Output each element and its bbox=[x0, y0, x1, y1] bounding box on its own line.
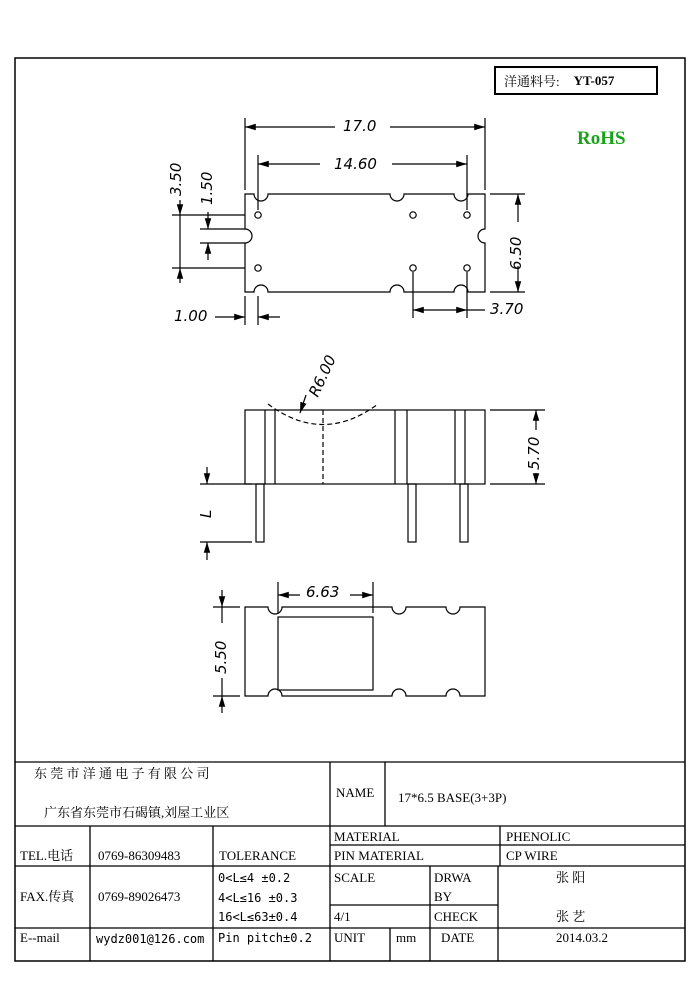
fax-label: FAX.传真 bbox=[20, 889, 75, 904]
fax-value: 0769-89026473 bbox=[98, 889, 181, 904]
drawn-by-label: DRWA bbox=[434, 870, 472, 885]
side-body bbox=[245, 410, 485, 484]
dim-height: 5.70 bbox=[525, 436, 543, 470]
pin-hole-icon bbox=[255, 212, 261, 218]
rohs-mark: RoHS bbox=[577, 128, 626, 149]
tolerance-row: 16<L≤63±0.4 bbox=[218, 910, 298, 924]
dim-overall-width: 6.50 bbox=[507, 236, 525, 270]
tolerance-label: TOLERANCE bbox=[219, 848, 297, 863]
pin-hole-icon bbox=[255, 265, 261, 271]
part-number-box bbox=[494, 66, 658, 95]
tel-label: TEL.电话 bbox=[20, 848, 74, 863]
material-value: PHENOLIC bbox=[506, 829, 571, 844]
pin bbox=[408, 484, 416, 542]
email-value: wydz001@126.com bbox=[96, 932, 205, 946]
winding-window bbox=[278, 617, 373, 690]
material-label: MATERIAL bbox=[334, 829, 400, 844]
side-view bbox=[200, 395, 545, 560]
check-value: 张 艺 bbox=[556, 909, 586, 924]
tolerance-row: 4<L≤16 ±0.3 bbox=[218, 891, 298, 905]
scale-value: 4/1 bbox=[334, 909, 351, 924]
pin bbox=[256, 484, 264, 542]
unit-value: mm bbox=[396, 930, 417, 945]
part-number-value: YT-057 bbox=[573, 72, 615, 88]
company-name: 东 莞 市 洋 通 电 子 有 限 公 司 bbox=[34, 766, 210, 781]
dim-bottom-width: 5.50 bbox=[212, 640, 230, 674]
pin-hole-icon bbox=[464, 265, 470, 271]
pin-hole-icon bbox=[410, 212, 416, 218]
pin-material-label: PIN MATERIAL bbox=[334, 848, 424, 863]
dim-window-length: 6.63 bbox=[306, 583, 340, 601]
pin-material-value: CP WIRE bbox=[506, 848, 558, 863]
name-label: NAME bbox=[336, 785, 375, 800]
top-view bbox=[172, 118, 525, 325]
dim-pin-length: L bbox=[197, 509, 215, 518]
tolerance-row: Pin pitch±0.2 bbox=[218, 931, 312, 945]
dim-radius: R6.00 bbox=[305, 352, 340, 400]
part-number-label: 洋通料号: bbox=[504, 74, 560, 89]
dim-edge-offset: 1.00 bbox=[174, 307, 208, 325]
check-label: CHECK bbox=[434, 909, 479, 924]
bottom-view-outline bbox=[245, 607, 485, 696]
email-label: E--mail bbox=[20, 930, 60, 945]
scale-label: SCALE bbox=[334, 870, 376, 885]
pin-hole-icon bbox=[410, 265, 416, 271]
dim-pin-offset-right: 3.70 bbox=[490, 300, 524, 318]
date-label: DATE bbox=[441, 930, 475, 945]
pin bbox=[460, 484, 468, 542]
tolerance-row: 0<L≤4 ±0.2 bbox=[218, 871, 291, 885]
date-value: 2014.03.2 bbox=[556, 930, 608, 945]
drawn-by-label: BY bbox=[434, 889, 453, 904]
dim-pin-span: 14.60 bbox=[334, 155, 377, 173]
company-address: 广东省东莞市石碣镇,刘屋工业区 bbox=[44, 805, 230, 820]
dim-vertical-span: 3.50 bbox=[167, 162, 185, 196]
name-value: 17*6.5 BASE(3+3P) bbox=[398, 790, 507, 805]
dim-overall-length: 17.0 bbox=[343, 117, 377, 135]
pin-hole-icon bbox=[464, 212, 470, 218]
top-view-outline bbox=[245, 194, 485, 292]
unit-label: UNIT bbox=[334, 930, 366, 945]
dim-vertical-gap: 1.50 bbox=[198, 171, 216, 205]
drawn-by-value: 张 阳 bbox=[556, 870, 586, 885]
bottom-view bbox=[213, 582, 485, 713]
tel-value: 0769-86309483 bbox=[98, 848, 181, 863]
